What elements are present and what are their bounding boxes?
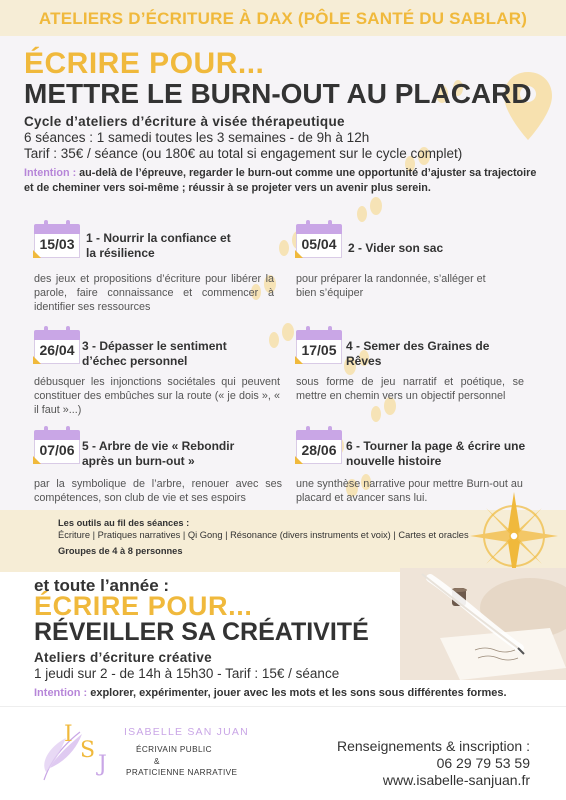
- brand-role-1: ÉCRIVAIN PUBLIC: [136, 745, 212, 754]
- calendar-icon: [34, 218, 80, 258]
- annual-subtitle: Ateliers d’écriture créative: [34, 650, 212, 665]
- annual-title-line1: ÉCRIRE POUR...: [34, 591, 253, 621]
- tools-groups: Groupes de 4 à 8 personnes: [58, 546, 183, 556]
- calendar-icon: [296, 218, 342, 258]
- contact-phone[interactable]: 06 29 79 53 59: [436, 755, 530, 771]
- session-title: 5 - Arbre de vie « Rebondir après un burn-out »: [82, 439, 235, 468]
- calendar-icon: [296, 424, 342, 464]
- intention-label: Intention :: [24, 167, 77, 179]
- session-date: 28/06: [301, 442, 337, 458]
- cycle-subtitle: Cycle d’ateliers d’écriture à visée thérapeutique: [24, 114, 345, 129]
- session-title: 2 - Vider son sac: [348, 241, 444, 255]
- session-description: pour préparer la randonnée, s’alléger et bien s’équiper: [296, 273, 486, 299]
- annual-intro: et toute l’année :: [34, 576, 170, 595]
- intention-text: au-delà de l’épreuve, regarder le burn-out comme une opportunité d’ajuster sa trajectoire et de cheminer vers soi-même ; réussir à se projeter vers un avenir plus serein.: [24, 167, 537, 194]
- contact-website[interactable]: www.isabelle-sanjuan.fr: [382, 772, 530, 788]
- brand-role-2: PRATICIENNE NARRATIVE: [126, 768, 238, 777]
- calendar-icon: [34, 324, 80, 364]
- brand-logo: [36, 722, 116, 784]
- annual-intention: [34, 687, 507, 699]
- cycle-intention: [24, 166, 544, 196]
- calendar-icon: [34, 424, 80, 464]
- session-description: sous forme de jeu narratif et poétique, se mettre en chemin vers un objectif personnel: [296, 376, 524, 402]
- session-date: 15/03: [39, 236, 75, 252]
- tools-title: Les outils au fil des séances :: [58, 518, 190, 528]
- session-title: 3 - Dépasser le sentiment d’échec personnel: [82, 339, 227, 368]
- session-title: 4 - Semer des Graines de Rêves: [346, 339, 490, 368]
- annual-schedule: 1 jeudi sur 2 - de 14h à 15h30 - Tarif : 15€ / séance: [34, 666, 340, 681]
- tools-list: Écriture | Pratiques narratives | Qi Gong | Résonance (divers instruments et voix) | Cartes et oracles: [58, 530, 469, 540]
- contact-heading: Renseignements & inscription :: [337, 738, 530, 754]
- intention-text: explorer, expérimenter, jouer avec les mots et les sons sous différentes formes.: [87, 687, 507, 699]
- session-title: 1 - Nourrir la confiance et la résilience: [86, 231, 231, 260]
- logo-letter-j: J: [98, 752, 107, 777]
- calendar-icon: [296, 324, 342, 364]
- session-date: 17/05: [301, 342, 337, 358]
- brand-name: ISABELLE SAN JUAN: [124, 726, 249, 738]
- header-title: ATELIERS D’ÉCRITURE À DAX (PÔLE SANTÉ DU SABLAR): [38, 9, 528, 28]
- session-description: des jeux et propositions d’écriture pour libérer la parole, faire connaissance et commencer à identifier ses ressources: [34, 273, 274, 313]
- session-date: 05/04: [301, 236, 337, 252]
- session-description: une synthèse narrative pour mettre Burn-out au placard et avancer sans lui.: [296, 478, 523, 504]
- session-description: débusquer les injonctions sociétales qui peuvent constituer des embûches sur la route (« je dois », « il faut »...): [34, 376, 280, 416]
- session-title: 6 - Tourner la page & écrire une nouvelle histoire: [346, 439, 526, 468]
- cycle-title-line2: METTRE LE BURN-OUT AU PLACARD: [24, 78, 532, 109]
- intention-label: Intention :: [34, 687, 88, 699]
- logo-letter-s: S: [80, 738, 96, 763]
- cycle-title-line1: ÉCRIRE POUR...: [24, 47, 265, 80]
- session-date: 07/06: [39, 442, 75, 458]
- writing-photo: [400, 568, 566, 680]
- session-date: 26/04: [39, 342, 75, 358]
- session-description: par la symbolique de l’arbre, renouer avec ses compétences, son club de vie et ses espoirs: [34, 478, 282, 504]
- cycle-price: Tarif : 35€ / séance (ou 180€ au total si engagement sur le cycle complet): [24, 146, 463, 161]
- annual-title-line2: RÉVEILLER SA CRÉATIVITÉ: [34, 618, 369, 646]
- logo-letter-i: I: [64, 722, 73, 747]
- cycle-schedule: 6 séances : 1 samedi toutes les 3 semaines - de 9h à 12h: [24, 130, 370, 145]
- footer-divider: [0, 706, 566, 707]
- brand-ampersand: &: [154, 757, 160, 766]
